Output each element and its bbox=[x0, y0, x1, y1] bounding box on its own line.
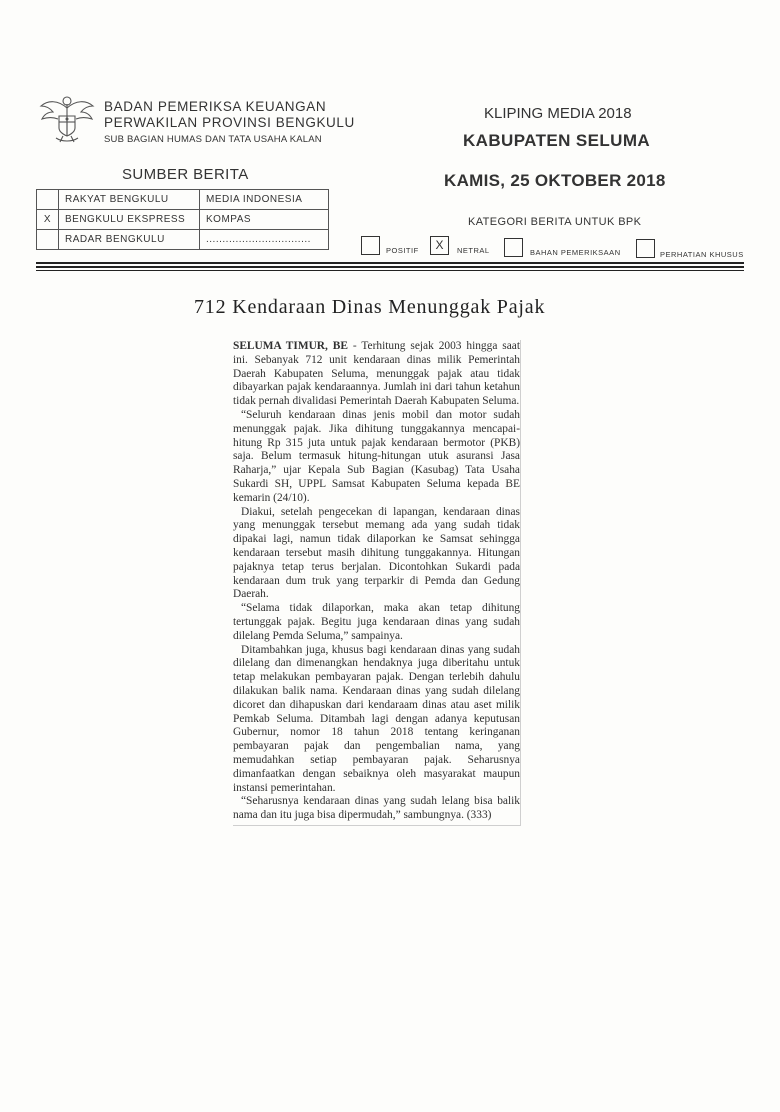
category-label-positif: POSITIF bbox=[386, 246, 419, 255]
category-checkbox-positif[interactable] bbox=[361, 236, 380, 255]
article-paragraph: “Seluruh kendaraan dinas jenis mobil dan motor sudah menunggak pajak. Jika dihitung tunggakannya mencapai-hitung Rp 315 juta untuk pajak kendaraan bermotor (PKB) saja. Belum termasuk hitung-hitungan utuk asuransi Jasa Raharja,” ujar Kepala Sub Bagian (Kasubag) Tata Usaha Sukardi SH, UPPL Samsat Kabupaten Seluma kepada BE kemarin (24/10). bbox=[233, 408, 520, 504]
org-name-line2: PERWAKILAN PROVINSI BENGKULU bbox=[104, 115, 355, 130]
table-row bbox=[37, 210, 329, 230]
source-name-blank: ................................ bbox=[200, 230, 329, 250]
category-label-netral: NETRAL bbox=[457, 246, 490, 255]
source-mark bbox=[37, 190, 59, 210]
category-label-bahan-pemeriksaan: BAHAN PEMERIKSAAN bbox=[530, 248, 621, 257]
article-clipping bbox=[233, 340, 521, 826]
category-label-perhatian-khusus: PERHATIAN KHUSUS bbox=[660, 250, 744, 259]
header-divider bbox=[36, 270, 744, 271]
org-name-line1: BADAN PEMERIKSA KEUANGAN bbox=[104, 99, 327, 114]
garuda-emblem-icon bbox=[36, 86, 98, 148]
article-paragraph: “Selama tidak dilaporkan, maka akan tetap dihitung tertunggak pajak. Begitu juga kendaraan dinas yang sudah dilelang Pemda Seluma,” sampainya. bbox=[233, 602, 520, 642]
category-checkbox-perhatian-khusus[interactable] bbox=[636, 239, 655, 258]
source-name: KOMPAS bbox=[200, 210, 329, 230]
article-paragraph: Ditambahkan juga, khusus bagi kendaraan dinas yang sudah dilelang dan dimenangkan hendaknya juga diberitahu untuk tetap melakukan pembayaran pajak. Dengan terlebih dahulu dilakukan balik nama. Kendaraan dinas yang sudah dilelang dicoret dan dihapuskan dari kendaraam dinas atau aset milik Pemkab Seluma. Ditambah lagi dengan adanya keputusan Gubernur, nomor 18 tahun 2018 tentang keringanan pembayaran pajak dan pengembalian nama, yang memudahkan setiap pembayaran pajak. Seharusnya dimanfaatkan dengan sebaiknya oleh masyarakat maupun instansi pemerintahan. bbox=[233, 643, 520, 794]
kliping-title: KLIPING MEDIA 2018 bbox=[484, 105, 632, 122]
header-divider bbox=[36, 266, 744, 268]
table-row bbox=[37, 190, 329, 210]
header-divider bbox=[36, 262, 744, 264]
table-row bbox=[37, 230, 329, 250]
article-paragraph: SELUMA TIMUR, BE - Terhitung sejak 2003 hingga saat ini. Sebanyak 712 unit kendaraan dinas milik Pemerintah Daerah Kabupaten Seluma, menunggak pajak atau tidak dibayarkan pajak kendaraannya. Jumlah ini dari tahun ketahun tidak pernah divalidasi Pemerintah Daerah Kabupaten Seluma. bbox=[233, 340, 520, 408]
category-checkbox-netral[interactable]: X bbox=[430, 236, 449, 255]
article-paragraph: “Seharusnya kendaraan dinas yang sudah lelang bisa balik nama dan itu juga bisa dipermudah,” sambungnya. (333) bbox=[233, 795, 520, 822]
source-name: RADAR BENGKULU bbox=[59, 230, 200, 250]
source-name: RAKYAT BENGKULU bbox=[59, 190, 200, 210]
publication-date: KAMIS, 25 OKTOBER 2018 bbox=[444, 171, 666, 190]
source-name: MEDIA INDONESIA bbox=[200, 190, 329, 210]
article-headline: 712 Kendaraan Dinas Menunggak Pajak bbox=[194, 296, 546, 318]
category-section-title: KATEGORI BERITA UNTUK BPK bbox=[468, 216, 642, 228]
source-mark bbox=[37, 230, 59, 250]
article-paragraph: Diakui, setelah pengecekan di lapangan, kendaraan dinas yang menunggak tersebut memang ada yang sudah tidak dipakai lagi, namun tidak dilaporkan ke Samsat sehingga kendaraan tersebut masih dihitung tunggakannya. Hitungan pajaknya tetap terus berjalan. Dicontohkan Sukardi pada kendaraan dum truk yang terparkir di Pemda dan Gedung Daerah. bbox=[233, 505, 520, 601]
source-table bbox=[36, 189, 329, 250]
org-name-line3: SUB BAGIAN HUMAS DAN TATA USAHA KALAN bbox=[104, 134, 322, 145]
source-mark: X bbox=[37, 210, 59, 230]
article-dateline: SELUMA TIMUR, BE bbox=[233, 340, 348, 352]
kabupaten-title: KABUPATEN SELUMA bbox=[463, 131, 651, 150]
source-section-title: SUMBER BERITA bbox=[122, 166, 249, 183]
category-checkbox-bahan-pemeriksaan[interactable] bbox=[504, 238, 523, 257]
source-name: BENGKULU EKSPRESS bbox=[59, 210, 200, 230]
